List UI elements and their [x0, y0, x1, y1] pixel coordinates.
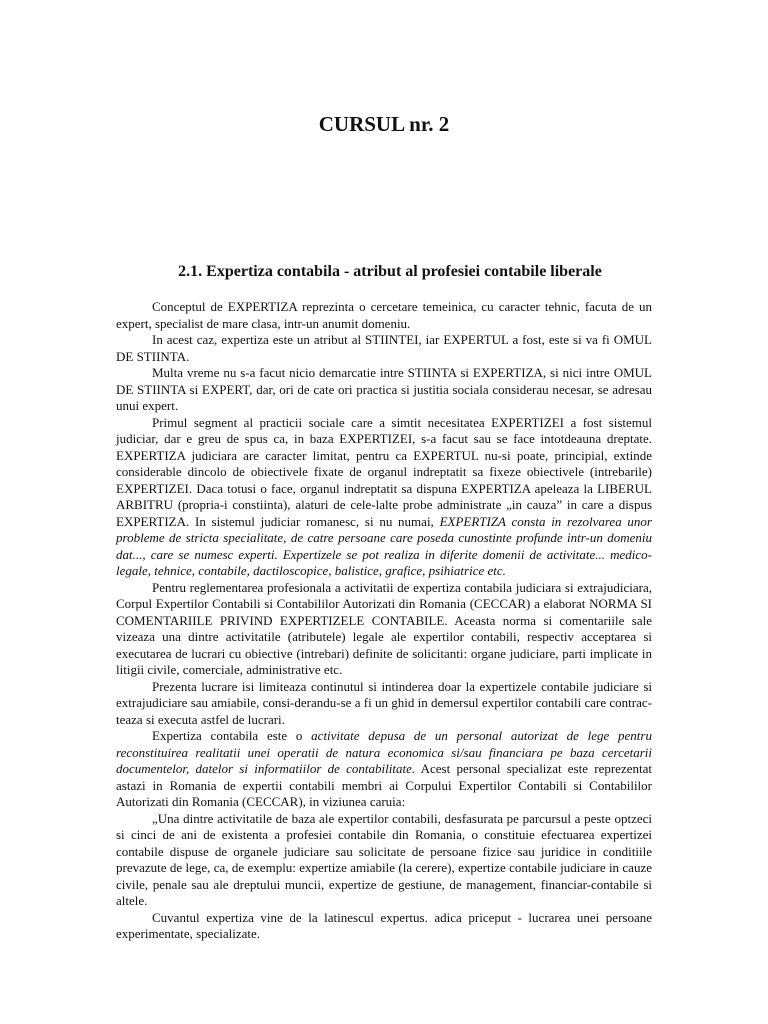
- paragraph: [116, 910, 652, 943]
- paragraph: [116, 299, 652, 332]
- italic-text-run: EXPERTIZA consta in rezolvarea unor probleme de stricta specialitate, de catre persoane care poseda cunostinte profunde intr-un domeniu dat..., care se numesc experti. Expertizele se pot realiza in diferite domenii de activitate... medico-legale, tehnice, contabile, dactiloscopice, balistice, grafice, psihiatrice etc.: [116, 513, 652, 578]
- text-run: Pentru reglementarea profesionala a activitatii de expertiza contabila judiciara si extrajudiciara, Corpul Expertilor Contabili si Contabililor Autorizati din Romania (CECCAR) a elaborat NORMA SI COMENTARIILE PRIVIND EXPERTIZELE CONTABILE. Aceasta norma si comentariile sale vizeaza una dintre activitatile (atributele) legale ale expertilor contabili, respectiv acceptarea si executarea de lucrari cu obiective (intrebari) definite de solicitanti: organe judiciare, parti implicate in litigii civile, comerciale, administrative etc.: [116, 579, 652, 677]
- paragraph: [116, 415, 652, 580]
- course-title: CURSUL nr. 2: [318, 112, 450, 136]
- text-run: Primul segment al practicii sociale care a simtit necesitatea EXPERTIZEI a fost sistemul judiciar, dar e greu de spus ca, in baza EXPERTIZEI, s-a facut sau se face intotdeauna dreptate. EXPERTIZA judiciara are caracter limitat, pentru ca EXPERTUL nu-si poate, principial, extinde considerable dincolo de obiectivele fixate de organul indreptatit sa fixeze obiectivele (intrebarile) EXPERTIZEI. Daca totusi o face, organul indreptatit sa dispuna EXPERTIZA apeleaza la LIBERUL ARBITRU (propria-i constiinta), alaturi de cele-lalte probe administrate „in cauza” in care a dispus EXPERTIZA. In sistemul judiciar romanesc, si nu numai,: [116, 414, 652, 529]
- section-heading: 2.1. Expertiza contabila - atribut al profesiei contabile liberale: [178, 263, 602, 280]
- italic-text-run: activitate depusa de un personal autorizat de lege pentru reconstituirea realitatii unei operatii de natura economica si/sau financiara pe baza cercetarii documentelor, datelor si informatiilor de contabilitate.: [116, 728, 652, 776]
- paragraph: [116, 679, 652, 729]
- body-text: [116, 299, 652, 943]
- paragraph: [116, 811, 652, 910]
- text-run: Acest personal specializat este reprezentat astazi in Romania de expertii contabili membri ai Corpului Expertilor Contabili si Contabililor Autorizati din Romania (CECCAR), in viziunea caruia:: [116, 761, 652, 809]
- paragraph: [116, 365, 652, 415]
- text-run: Prezenta lucrare isi limiteaza continutul si intinderea doar la expertizele contabile judiciare si extrajudiciare sau amiabile, consi-derandu-se a fi un ghid in demersul expertilor contabili care contrac-teaza si executa astfel de lucrari.: [116, 678, 652, 727]
- text-run: Cuvantul expertiza vine de la latinescul expertus. adica priceput - lucrarea unei persoane experimentate, specializate.: [116, 909, 652, 941]
- paragraph: [116, 580, 652, 679]
- text-run: Conceptul de EXPERTIZA reprezinta o cercetare temeinica, cu caracter tehnic, facuta de un expert, specialist de mare clasa, intr-un anumit domeniu.: [116, 299, 652, 331]
- text-run: In acest caz, expertiza este un atribut al STIINTEI, iar EXPERTUL a fost, este si va fi OMUL DE STIINTA.: [116, 332, 652, 364]
- text-run: „Una dintre activitatile de baza ale expertilor contabili, desfasurata pe parcursul a peste optzeci si cinci de ani de existenta a profesiei contabile din Romania, o constituie efectuarea expertizei contabile dispuse de organele judiciare sau solicitate de persoane fizice sau juridice in conditiile prevazute de lege, ca, de exemplu: expertize amiabile (la cerere), expertize contabile judiciare in cauze civile, penale sau ale dreptului muncii, expertize de gestiune, de management, financiar-contabile si altele.: [116, 810, 652, 908]
- text-run: Expertiza contabila este o: [152, 728, 312, 743]
- paragraph: [116, 332, 652, 365]
- paragraph: [116, 728, 652, 811]
- text-run: Multa vreme nu s-a facut nicio demarcatie intre STIINTA si EXPERTIZA, si nici intre OMUL DE STIINTA si EXPERT, dar, ori de cate ori practica si justitia sociala considerau necesar, se adresau unui expert.: [116, 365, 652, 413]
